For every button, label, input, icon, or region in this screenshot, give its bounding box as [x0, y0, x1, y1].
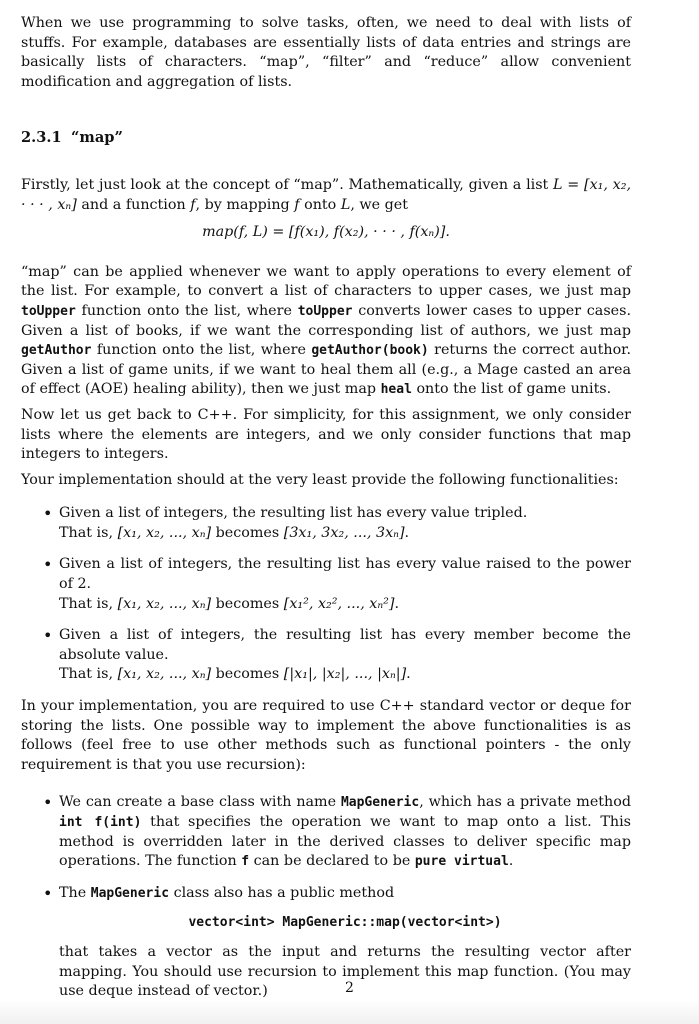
- math-f: f: [190, 196, 196, 213]
- page-bottom-edge: [0, 1002, 699, 1024]
- text-span: onto: [299, 196, 341, 213]
- code-pure-virtual: pure virtual: [414, 854, 509, 870]
- math-from: [x₁, x₂, ..., xₙ]: [117, 524, 212, 541]
- text-span: becomes: [211, 666, 284, 683]
- item-text: • Given a list of integers, the resulting list has every value raised to the power of 2.: [59, 556, 631, 593]
- list-item: [59, 504, 631, 543]
- text-span: “map” can be applied whenever we want to apply operations to every element of the list. For example, to convert a list of characters to upper cases, we just map: [21, 263, 631, 300]
- text-span: That is,: [59, 524, 118, 541]
- requirements-intro: Your implementation should at the very least provide the following functionalities:: [21, 471, 619, 488]
- text-span: function onto the list, where: [75, 302, 298, 319]
- page-number: 2: [345, 980, 354, 996]
- text-span: , which has a private method: [419, 794, 631, 811]
- text-span: That is,: [59, 666, 118, 683]
- code-int-f: int f(int): [59, 815, 142, 830]
- text-span: can be declared to be: [249, 853, 415, 870]
- item-text: [59, 884, 631, 904]
- list-item: [59, 626, 631, 685]
- section-number: 2.3.1: [21, 129, 62, 147]
- implementation-paragraph: In your implementation, you are required to use C++ standard vector or deque for storing the lists. One possible way to implement the above functionalities is as follows (feel free to use other methods such as functional pointers - the only requirement is that you use recursion):: [21, 698, 631, 773]
- list-item: [59, 793, 631, 871]
- text-span: We can create a base class with name: [59, 794, 341, 811]
- map-definition-paragraph: [21, 176, 631, 215]
- math-to: [3x₁, 3x₂, ..., 3xₙ]: [283, 524, 405, 541]
- item-text: • Given a list of integers, the resulting list has every value tripled.: [59, 505, 528, 522]
- math-from: [x₁, x₂, ..., xₙ]: [117, 595, 212, 612]
- text-span: class also has a public method: [169, 884, 395, 901]
- item-math-line: [59, 524, 631, 544]
- item-math-line: [59, 665, 631, 685]
- item-text: [59, 793, 631, 871]
- map-equation: map(f, L) = [f(x₁), f(x₂), · · · , f(xₙ)].: [202, 224, 450, 241]
- text-span: , we get: [350, 196, 409, 213]
- math-to: [x₁², x₂², ..., xₙ²]: [283, 595, 395, 612]
- code-getAuthor-book: getAuthor(book): [311, 343, 429, 359]
- math-to: [|x₁|, |x₂|, ..., |xₙ|]: [283, 666, 407, 683]
- text-span: That is,: [59, 595, 118, 612]
- section-title: “map”: [71, 129, 123, 147]
- code-toUpper: toUpper: [297, 303, 353, 319]
- text-span: becomes: [211, 595, 284, 612]
- code-MapGeneric: MapGeneric: [90, 885, 170, 901]
- text-span: The: [59, 884, 91, 901]
- code-MapGeneric: MapGeneric: [340, 795, 420, 811]
- method-signature: vector<int> MapGeneric::map(vector<int>): [188, 915, 502, 931]
- map-usage-paragraph: [21, 263, 631, 400]
- code-f: f: [241, 854, 250, 870]
- section-heading: [21, 128, 631, 148]
- text-span: .: [394, 595, 399, 612]
- text-span: and a function: [76, 196, 191, 213]
- text-span: , by mapping: [195, 196, 295, 213]
- list-item: [59, 555, 631, 614]
- text-span: .: [508, 853, 514, 870]
- text-span: becomes: [211, 524, 284, 541]
- text-span: onto the list of game units.: [411, 381, 612, 398]
- document-page: [21, 14, 631, 1014]
- functionality-list: [21, 504, 631, 685]
- intro-paragraph: When we use programming to solve tasks, often, we need to deal with lists of stuffs. For example, databases are essentially lists of data entries and strings are basically lists of characters. “map”, “filter” and “reduce” allow convenient modification and aggregation of lists.: [21, 15, 631, 90]
- text-span: Firstly, let just look at the concept of “map”. Mathematically, given a list: [21, 176, 554, 193]
- math-from: [x₁, x₂, ..., xₙ]: [117, 666, 212, 683]
- text-span: returns the correct author. Given a list of game units, if we want to heal them all (e.g., a Mage casted an area of effect (AOE) healing ability), then we just map: [21, 342, 631, 398]
- item-math-line: [59, 595, 631, 615]
- text-span: .: [404, 524, 410, 541]
- item-text: that takes a vector as the input and returns the resulting vector after mapping. You should use recursion to implement this map function. (You may use deque instead of vector.): [59, 943, 631, 1000]
- code-heal: heal: [380, 382, 412, 398]
- text-span: converts lower cases to upper cases. Given a list of books, if we want the corresponding list of authors, we just map: [21, 302, 631, 339]
- item-text: • Given a list of integers, the resulting list has every member become the absolute value.: [59, 627, 631, 663]
- cpp-paragraph: Now let us get back to C++. For simplicity, for this assignment, we only consider lists where the elements are integers, and we only consider functions that map integers to integers.: [21, 406, 631, 463]
- text-span: that specifies the operation we want to map onto a list. This method is overridden later in the derived classes to deliver specific map operations. The function: [59, 814, 631, 870]
- code-getAuthor: getAuthor: [21, 343, 92, 359]
- math-L: L: [340, 196, 351, 213]
- text-span: function onto the list, where: [91, 342, 312, 359]
- text-span: .: [406, 666, 411, 683]
- code-toUpper: toUpper: [21, 303, 76, 319]
- math-list-L: L = [x₁, x₂, · · · , xₙ]: [21, 176, 631, 213]
- implementation-list: [21, 793, 631, 1001]
- math-f: f: [294, 196, 300, 213]
